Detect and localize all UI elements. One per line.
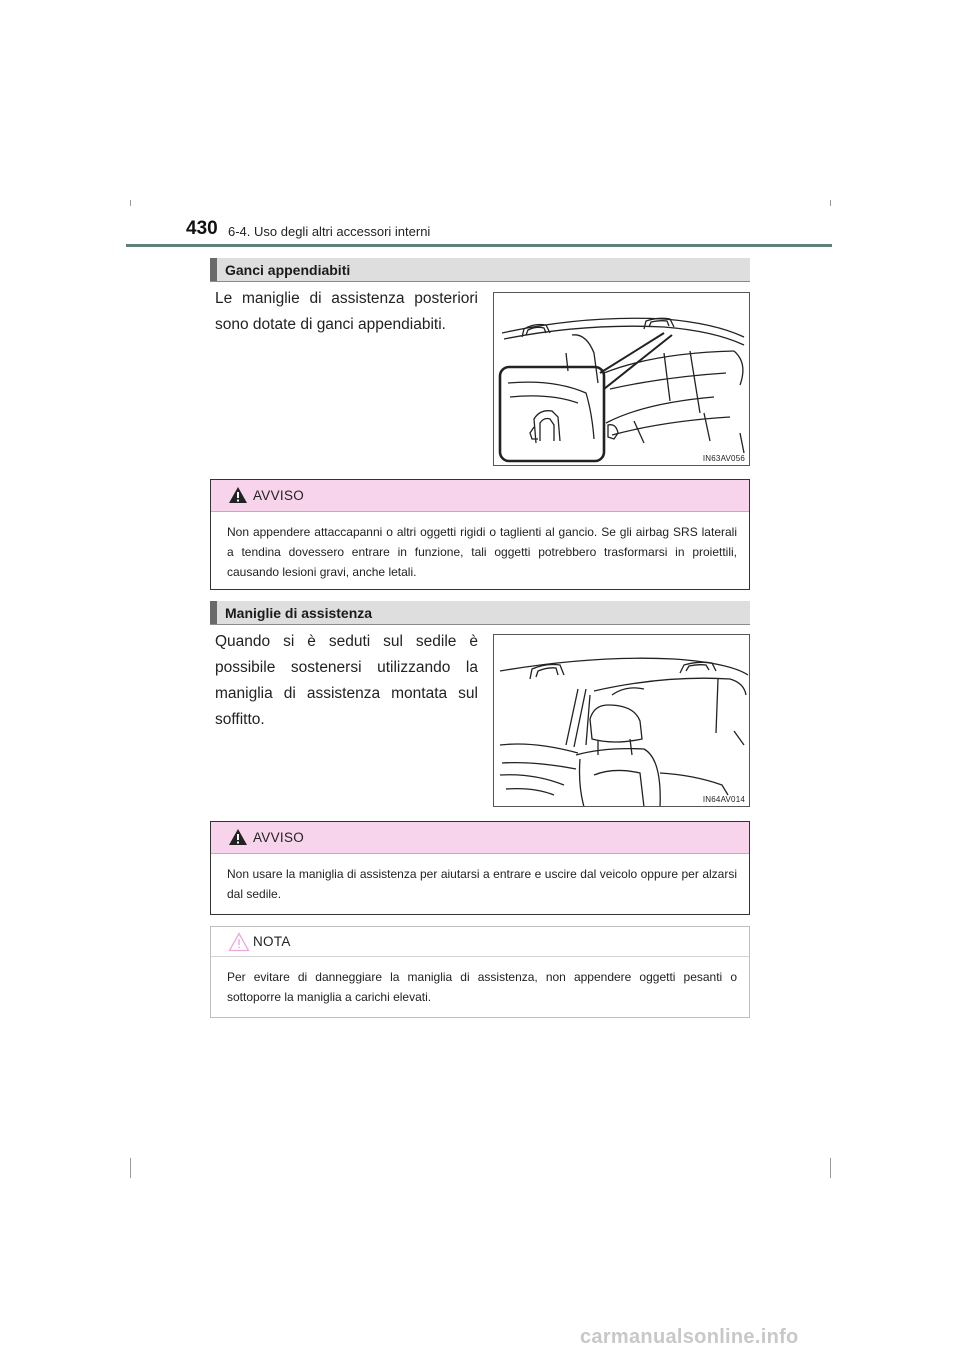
section-title: Ganci appendiabiti bbox=[225, 262, 351, 278]
warning-text: Non usare la maniglia di assistenza per aiutarsi a entrare e uscire dal veicolo oppure per alzarsi dal sedile. bbox=[227, 867, 737, 901]
warning-header bbox=[211, 822, 749, 854]
warning-icon bbox=[228, 828, 248, 851]
hooks-paragraph: Le maniglie di assistenza posteriori sono dotate di ganci appendiabiti. bbox=[215, 290, 478, 333]
note-header bbox=[211, 927, 749, 957]
section-underline bbox=[210, 624, 750, 625]
section-bar bbox=[210, 601, 217, 625]
section-heading-hooks bbox=[210, 258, 750, 282]
header-rule bbox=[126, 244, 832, 247]
crop-mark bbox=[830, 1158, 831, 1178]
page-number: 430 bbox=[186, 218, 218, 239]
warning-box bbox=[210, 479, 750, 590]
warning-box bbox=[210, 821, 750, 915]
caution-outline-icon bbox=[228, 932, 250, 957]
note-text: Per evitare di danneggiare la maniglia di assistenza, non appendere oggetti pesanti o sottoporre la maniglia a carichi elevati. bbox=[227, 970, 737, 1004]
watermark: carmanualsonline.info bbox=[580, 1326, 799, 1348]
crop-mark bbox=[830, 200, 831, 206]
hook-illustration bbox=[493, 292, 750, 466]
warning-icon bbox=[228, 486, 248, 509]
figure-code: IN64AV014 bbox=[702, 795, 745, 804]
handles-paragraph: Quando si è seduti sul sedile è possibile sostenersi utilizzando la maniglia di assistenza montata sul soffitto. bbox=[215, 633, 478, 728]
section-title: Maniglie di assistenza bbox=[225, 605, 373, 621]
handle-drawing bbox=[494, 635, 750, 807]
warning-label: AVVISO bbox=[253, 830, 305, 845]
section-heading-handles bbox=[210, 601, 750, 625]
crop-mark bbox=[130, 200, 131, 206]
figure-code: IN63AV056 bbox=[702, 454, 745, 463]
warning-text: Non appendere attaccapanni o altri oggetti rigidi o taglienti al gancio. Se gli airbag SRS laterali a tendina dovessero entrare in funzione, tali oggetti potrebbero trasformarsi in proiettili, causando lesioni gravi, anche letali. bbox=[227, 525, 737, 579]
warning-header bbox=[211, 480, 749, 512]
chapter-title: 6-4. Uso degli altri accessori interni bbox=[228, 224, 431, 239]
warning-label: AVVISO bbox=[253, 488, 305, 503]
section-bar bbox=[210, 258, 217, 282]
note-label: NOTA bbox=[253, 934, 291, 949]
note-box bbox=[210, 926, 750, 1018]
hook-drawing bbox=[494, 293, 750, 466]
crop-mark bbox=[130, 1158, 131, 1178]
section-underline bbox=[210, 281, 750, 282]
handle-illustration bbox=[493, 634, 750, 807]
